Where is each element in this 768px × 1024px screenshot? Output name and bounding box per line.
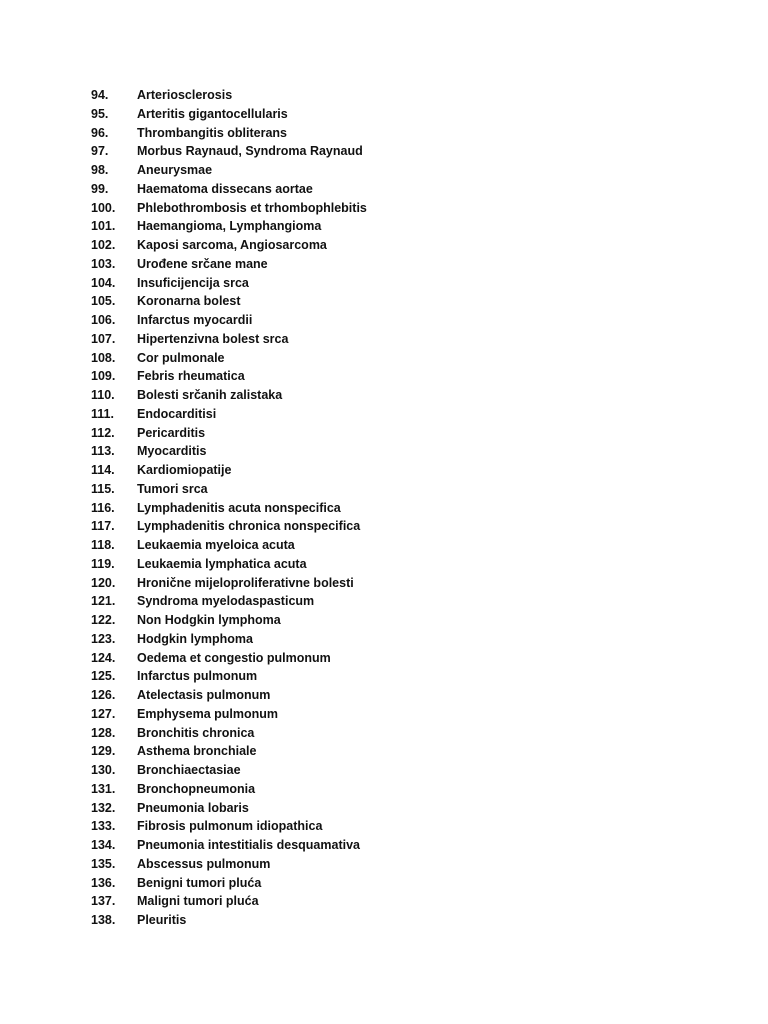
list-item-number: 105. [91,294,116,309]
list-item-term: Fibrosis pulmonum idiopathica [137,819,323,834]
list-item [91,817,367,836]
list-item-number: 101. [91,219,116,234]
list-item-number: 124. [91,650,116,665]
list-item-term: Infarctus pulmonum [137,669,258,684]
list-item-number: 113. [91,444,115,459]
list-item-number: 127. [91,706,116,721]
list-item-term: Morbus Raynaud, Syndroma Raynaud [137,144,363,159]
list-item-term: Bolesti srčanih zalistaka [137,388,283,402]
list-item [91,705,367,724]
list-item-number: 107. [91,331,116,346]
list-item-number: 134. [91,838,116,852]
list-item-term: Aneurysmae [137,163,213,177]
list-item-term: Arteritis gigantocellularis [137,106,288,121]
list-item-number: 111. [91,406,114,421]
list-item-term: Lymphadenitis chronica nonspecifica [137,519,361,534]
list-item-term: Pneumonia lobaris [137,800,249,815]
list-item-term: Urođene srčane mane [137,256,268,271]
list-item-number: 106. [91,313,116,327]
list-item-number: 126. [91,688,116,702]
list-item-number: 122. [91,613,116,627]
list-item-number: 115. [91,481,115,496]
list-item [91,611,367,630]
list-item-number: 136. [91,875,116,890]
list-item-term: Myocarditis [137,444,207,459]
list-item-number: 132. [91,800,116,815]
list-item [91,330,367,349]
list-item-term: Abscessus pulmonum [137,856,271,871]
list-item-term: Pleuritis [137,913,187,927]
list-item-number: 130. [91,763,116,777]
list-item-number: 112. [91,425,115,440]
list-item-term: Hipertenzivna bolest srca [137,331,289,346]
list-item [91,199,367,218]
list-item [91,911,367,930]
list-item-term: Thrombangitis obliterans [137,125,288,140]
list-item-term: Kardiomiopatije [137,463,232,477]
list-item [91,217,367,236]
list-item-number: 129. [91,744,116,759]
list-item-number: 114. [91,463,115,477]
list-item-term: Lymphadenitis acuta nonspecifica [137,500,341,515]
list-item-number: 137. [91,894,116,909]
list-item-term: Arteriosclerosis [137,88,233,102]
list-item-term: Oedema et congestio pulmonum [137,650,331,665]
list-item-term: Bronchitis chronica [137,725,255,740]
list-item [91,142,367,161]
list-item [91,349,367,368]
list-item [91,255,367,274]
list-item-number: 125. [91,669,116,684]
list-item [91,386,367,405]
list-item [91,892,367,911]
list-item-term: Emphysema pulmonum [137,706,278,721]
list-item [91,761,367,780]
list-item [91,780,367,799]
list-item-number: 102. [91,238,116,252]
list-item [91,799,367,818]
list-item [91,686,367,705]
list-item [91,855,367,874]
list-item-term: Syndroma myelodaspasticum [137,594,315,609]
list-item [91,574,367,593]
list-item-number: 118. [91,538,115,552]
list-item [91,311,367,330]
list-item-number: 108. [91,350,116,365]
list-item [91,667,367,686]
list-item [91,517,367,536]
list-item-term: Pericarditis [137,425,206,440]
list-item [91,461,367,480]
list-item-term: Tumori srca [137,481,208,496]
list-item-number: 103. [91,256,116,271]
list-item [91,836,367,855]
list-item-number: 99. [91,181,109,196]
list-item-number: 133. [91,819,116,834]
list-item [91,180,367,199]
list-item-term: Leukaemia myeloica acuta [137,538,295,552]
list-item-term: Infarctus myocardii [137,313,253,327]
list-item [91,86,367,105]
list-item-term: Maligni tumori pluća [137,894,259,909]
list-item-number: 104. [91,275,116,290]
list-item [91,124,367,143]
list-item [91,424,367,443]
list-item-term: Benigni tumori pluća [137,875,262,890]
list-item-term: Endocarditisi [137,406,217,421]
list-item-number: 94. [91,88,109,102]
list-item [91,874,367,893]
list-item-term: Hodgkin lymphoma [137,631,253,646]
list-item [91,724,367,743]
list-item-number: 100. [91,200,116,215]
list-item [91,536,367,555]
list-item-number: 110. [91,388,115,402]
list-item [91,442,367,461]
list-item-number: 120. [91,575,116,590]
list-item-term: Hronične mijeloproliferativne bolesti [137,575,354,590]
list-item-number: 95. [91,106,109,121]
list-item-number: 123. [91,631,116,646]
list-item [91,105,367,124]
list-item-term: Haemangioma, Lymphangioma [137,219,322,234]
list-item [91,630,367,649]
list-item [91,405,367,424]
list-item-term: Bronchiaectasiae [137,763,241,777]
list-item-number: 117. [91,519,115,534]
list-item-term: Non Hodgkin lymphoma [137,613,281,627]
list-item-number: 135. [91,856,116,871]
list-item [91,555,367,574]
list-item-number: 131. [91,781,116,796]
list-item-term: Kaposi sarcoma, Angiosarcoma [137,238,327,252]
list-item-term: Phlebothrombosis et trhombophlebitis [137,200,367,215]
list-item [91,367,367,386]
list-item-term: Cor pulmonale [137,350,225,365]
list-item [91,649,367,668]
list-item-number: 96. [91,125,109,140]
list-item [91,742,367,761]
list-item-number: 97. [91,144,109,159]
list-item-number: 109. [91,369,116,384]
list-item-number: 128. [91,725,116,740]
list-item-number: 138. [91,913,116,927]
list-item-term: Bronchopneumonia [137,781,256,796]
list-item [91,592,367,611]
list-item [91,274,367,293]
list-item [91,236,367,255]
list-item [91,292,367,311]
list-item-term: Atelectasis pulmonum [137,688,271,702]
list-item-term: Febris rheumatica [137,369,245,384]
list-item [91,499,367,518]
list-item [91,480,367,499]
list-item-term: Pneumonia intestitialis desquamativa [137,838,360,852]
list-item-number: 121. [91,594,116,609]
list-item-number: 116. [91,500,115,515]
list-item [91,161,367,180]
numbered-list [91,86,367,930]
list-item-number: 119. [91,556,115,571]
list-item-number: 98. [91,163,109,177]
list-item-term: Leukaemia lymphatica acuta [137,556,307,571]
list-item-term: Koronarna bolest [137,294,241,309]
list-item-term: Asthema bronchiale [137,744,257,759]
list-item-term: Insuficijencija srca [137,275,249,290]
list-item-term: Haematoma dissecans aortae [137,181,313,196]
